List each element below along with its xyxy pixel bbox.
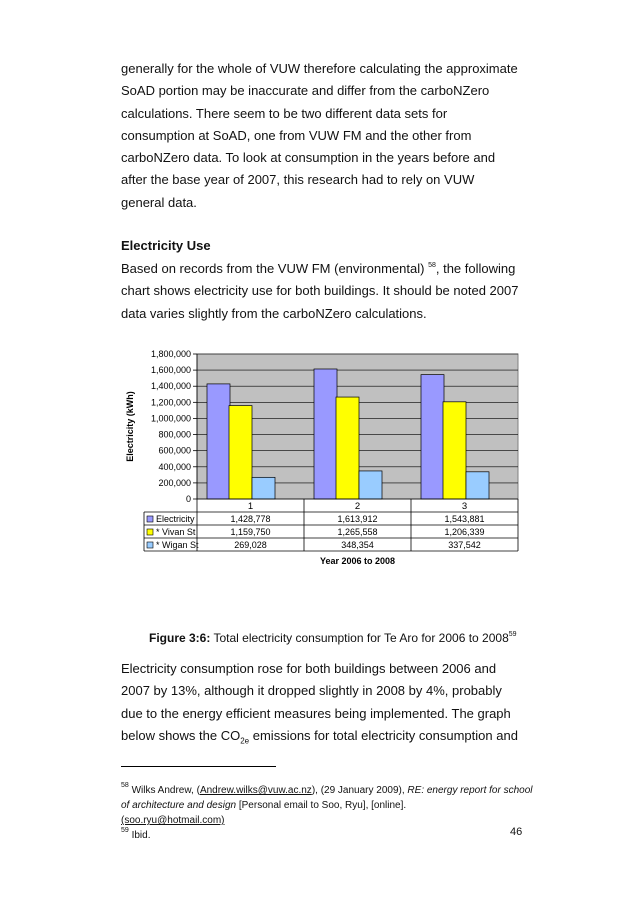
footnote-number: 59	[121, 827, 129, 834]
legend-label: * Wigan St	[156, 540, 199, 550]
data-value: 337,542	[448, 540, 481, 550]
text-line: data varies slightly from the carboNZero calculations.	[121, 305, 427, 321]
caption-text: Total electricity consumption for Te Aro for 2006 to 2008	[210, 631, 509, 645]
y-tick-label: 0	[185, 494, 191, 504]
paragraph-analysis	[121, 658, 541, 753]
data-value: 1,206,339	[444, 527, 485, 537]
text-fragment: below shows the CO	[121, 727, 241, 743]
footnotes	[121, 783, 541, 843]
bar	[443, 402, 466, 499]
legend-swatch	[147, 516, 153, 522]
footnote-number: 58	[121, 782, 129, 789]
y-tick-label: 1,200,000	[150, 397, 191, 408]
text-line: chart shows electricity use for both buildings. It should be noted 2007	[121, 283, 519, 299]
y-tick-label: 1,800,000	[150, 349, 191, 359]
section-heading: Electricity Use	[121, 238, 211, 253]
data-value: 1,543,881	[444, 514, 485, 524]
x-axis-title: Year 2006 to 2008	[319, 556, 396, 566]
text-line	[121, 725, 541, 753]
bar	[359, 471, 382, 499]
y-tick-label: 1,400,000	[150, 381, 191, 392]
bar	[336, 397, 359, 499]
bar	[252, 477, 275, 499]
x-category-label: 1	[247, 501, 254, 512]
paragraph-intro	[121, 58, 541, 214]
text-line: 2007 by 13%, although it dropped slightly in 2008 by 4%, probably	[121, 683, 502, 699]
legend-label: Electricity	[156, 514, 195, 524]
y-tick-label: 600,000	[158, 445, 191, 456]
text-line: calculations. There seem to be two different data sets for	[121, 105, 448, 121]
text-line	[121, 258, 541, 280]
footnote-59	[121, 828, 541, 843]
text-fragment: Based on records from the VUW FM (environmental)	[121, 261, 429, 276]
bar	[229, 406, 252, 499]
text-line: due to the energy efficient measures being implemented. The graph	[121, 705, 511, 721]
figure-caption	[149, 631, 517, 645]
text-fragment: Ibid.	[128, 830, 151, 841]
email-link[interactable]: (soo.ryu@hotmail.com)	[121, 815, 225, 826]
email-link[interactable]: Andrew.wilks@vuw.ac.nz	[199, 785, 312, 796]
bar	[466, 472, 489, 499]
text-line: consumption at SoAD, one from VUW FM and the other from	[121, 127, 472, 143]
y-tick-label: 400,000	[158, 461, 191, 472]
footnote-title: RE: energy report for school of architecture and design	[121, 785, 533, 811]
text-fragment: [Personal email to Soo, Ryu], [online].	[236, 800, 407, 811]
legend-swatch	[147, 542, 153, 548]
electricity-chart	[118, 344, 522, 584]
caption-label: Figure 3:6:	[149, 631, 211, 645]
text-line: generally for the whole of VUW therefore calculating the approximate	[121, 61, 518, 76]
page-number: 46	[510, 826, 523, 838]
data-value: 1,613,912	[337, 514, 378, 524]
text-line: carboNZero data. To look at consumption in the years before and	[121, 150, 496, 166]
text-line: Electricity consumption rose for both buildings between 2006 and	[121, 661, 497, 676]
bar	[421, 375, 444, 499]
bar	[207, 384, 230, 499]
text-fragment: , the following	[435, 261, 516, 276]
text-line: SoAD portion may be inaccurate and differ from the carboNZero	[121, 83, 490, 99]
footnote-ref[interactable]: 59	[508, 631, 517, 638]
data-value: 1,265,558	[337, 527, 378, 537]
text-line: after the base year of 2007, this research had to rely on VUW	[121, 172, 475, 188]
legend-swatch	[147, 529, 153, 535]
y-tick-label: 800,000	[158, 429, 191, 440]
bar	[314, 369, 337, 499]
text-fragment: ), (29 January 2009),	[311, 785, 408, 796]
x-category-label: 2	[354, 501, 361, 512]
text-fragment: emissions for total electricity consumption and	[249, 727, 518, 743]
paragraph-electricity	[121, 258, 541, 325]
data-value: 269,028	[234, 540, 267, 550]
y-tick-label: 200,000	[158, 477, 191, 488]
y-axis-title: Electricity (kWh)	[125, 391, 135, 462]
y-tick-label: 1,000,000	[150, 413, 191, 424]
data-value: 1,428,778	[230, 514, 271, 524]
text-line: general data.	[121, 194, 197, 210]
data-value: 348,354	[341, 540, 374, 550]
subscript: 2e	[240, 736, 250, 746]
footnote-58	[121, 783, 541, 828]
footnote-divider	[121, 766, 276, 767]
y-tick-label: 1,600,000	[150, 365, 191, 376]
legend-label: * Vivan St	[156, 527, 196, 537]
x-category-label: 3	[461, 501, 468, 512]
data-value: 1,159,750	[230, 527, 271, 537]
text-fragment: Wilks Andrew, (	[128, 785, 200, 796]
footnote-ref[interactable]: 58	[428, 262, 436, 269]
